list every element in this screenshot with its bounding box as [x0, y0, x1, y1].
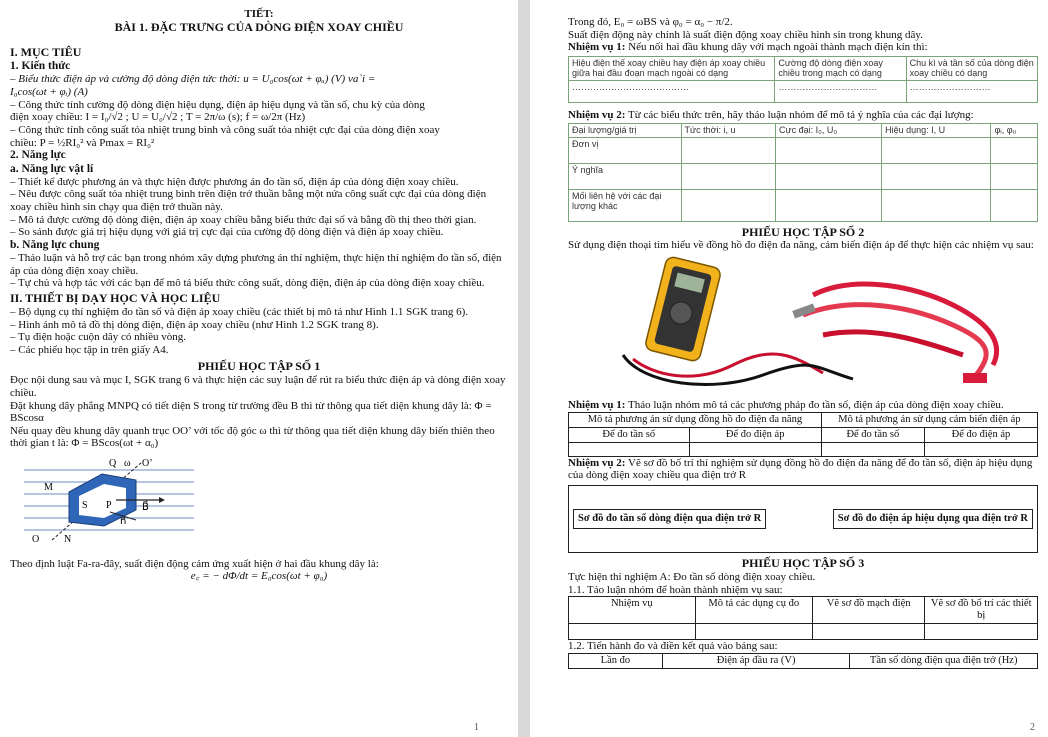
section-general-competency: b. Năng lực chung [10, 238, 100, 251]
table-header: Chu kì và tần số của dòng điện xoay chiều có dạng [906, 56, 1037, 80]
task-2-table [568, 123, 1038, 221]
document-page-1 [0, 0, 518, 737]
faraday-law-text: Theo định luật Fa-ra-đây, suất điện động cảm ứng xuất hiện ở hai đầu khung dây là: [10, 557, 379, 570]
worksheet-1-text: Đặt khung dây phẳng MNPQ có tiết diện S trong từ trường đều B thì từ thông qua tiết diện khung dây là: Φ = BScosα [10, 399, 492, 425]
section-knowledge: 1. Kiến thức [10, 60, 71, 73]
worksheet-1-intro: Đọc nội dung sau và mục I, SGK trang 6 và thực hiện các suy luận để rút ra biểu thức điện áp và dòng điện xoay chiều. [10, 374, 506, 399]
table-header: Để đo điện áp [689, 427, 821, 442]
table-cell[interactable] [882, 163, 991, 189]
page-gutter [518, 0, 530, 737]
lesson-title: BÀI 1. ĐẶC TRƯNG CỦA DÒNG ĐIỆN XOAY CHIỀU [114, 19, 404, 34]
worksheet-1-text: Nếu quay đều khung dây quanh trục OO’ với tốc độ góc ω thì từ thông qua tiết diện khung dây biến thiên theo thời gian t là: Φ = BScos(ωt + α₀) [10, 424, 495, 450]
label-B: B⃗ [142, 502, 149, 514]
worksheet-1-title: PHIẾU HỌC TẬP SỐ 1 [197, 359, 321, 374]
label-O-prime: O’ [142, 458, 153, 470]
competency-item: – Thảo luận và hỗ trợ các bạn trong nhóm xây dựng phương án thí nghiệm, thực hiện thí nghiệm đo tần số, điện áp của dòng điện xoay chiều. [10, 252, 502, 277]
knowledge-item: – Biểu thức điện áp và cường độ dòng điện tức thời: u = U₀cos(ωt + φᵤ) (V) va`i = [10, 73, 376, 86]
worksheet-3-title: PHIẾU HỌC TẬP SỐ 3 [741, 556, 865, 571]
ws2-task-1-label: Nhiệm vụ 1: [568, 399, 626, 412]
task-1-label: Nhiệm vụ 1: [568, 41, 626, 54]
table-cell[interactable] [821, 442, 924, 456]
table-cell[interactable] [882, 189, 991, 221]
table-cell[interactable] [925, 624, 1038, 640]
table-cell[interactable]: ……………………… [906, 80, 1037, 102]
table-row-label: Ý nghĩa [569, 163, 682, 189]
label-S: S [82, 500, 88, 512]
table-row-label: Đơn vị [569, 137, 682, 163]
table-cell[interactable] [681, 137, 776, 163]
table-header: Để đo điện áp [924, 427, 1037, 442]
worksheet-3-experiment: Tực hiện thí nghiệm A: Đo tần số dòng điện xoay chiều. [568, 570, 816, 583]
table-header: Vẽ sơ đồ mạch điện [812, 597, 925, 624]
competency-item: – Nêu được công suất tỏa nhiệt trung bình trên điện trở thuần bằng một nửa công suất cực đại của dòng điện xoay chiều hình sin chạy qua điện trở thuần này. [10, 188, 487, 214]
section-objectives: I. MỤC TIÊU [10, 45, 82, 60]
task-2-text: Từ các biểu thức trên, hãy thảo luận nhóm để mô tả ý nghĩa của các đại lượng: [625, 108, 974, 121]
table-header: φᵢ, φᵤ [991, 124, 1038, 137]
equipment-item: – Bộ dụng cụ thí nghiệm đo tần số và điện áp xoay chiều (các thiết bị mô tả như Hình 1.1 SGK trang 6). [10, 305, 469, 318]
table-header: Hiệu điện thế xoay chiều hay điện áp xoay chiều giữa hai đầu đoạn mạch ngoài có dạng [569, 56, 775, 80]
diagram-boxes-container [568, 485, 1038, 553]
table-header: Để đo tần số [821, 427, 924, 442]
table-cell[interactable] [991, 163, 1038, 189]
task-2-label: Nhiệm vụ 2: [568, 108, 626, 121]
page-number: 2 [1030, 721, 1035, 733]
label-N: N [64, 534, 72, 546]
page-number: 1 [474, 721, 479, 733]
emf-definitions: Trong đó, E₀ = ωBS và φ₀ = α₀ − π/2. [568, 16, 733, 28]
label-omega: ω [124, 458, 131, 470]
worksheet-2-title: PHIẾU HỌC TẬP SỐ 2 [741, 224, 865, 239]
equipment-item: – Hình ảnh mô tả đồ thị dòng điện, điện áp xoay chiều (như Hình 1.2 SGK trang 8). [10, 318, 379, 331]
rotating-coil-diagram [24, 452, 194, 548]
ws2-task-1-text: Thảo luận nhóm mô tả các phương pháp đo tần số, điện áp của dòng điện xoay chiều. [625, 399, 1004, 412]
table-cell[interactable] [924, 442, 1037, 456]
label-O: O [32, 534, 40, 546]
table-cell[interactable] [991, 137, 1038, 163]
table-cell[interactable] [776, 189, 882, 221]
ws3-task-table [568, 596, 1038, 640]
ws3-results-table [568, 653, 1038, 669]
knowledge-item: điện xoay chiều: I = I₀/√2 ; U = U₀/√2 ; T = 2π/ω (s); f = ω/2π (Hz) [10, 111, 306, 124]
worksheet-3-step: 1.2. Tiến hành đo và điền kết quả vào bảng sau: [568, 640, 778, 653]
equipment-item: – Tụ điện hoặc cuộn dây có nhiều vòng. [10, 331, 187, 344]
task-1-table [568, 56, 1038, 103]
table-header: Mô tả phương án sử dụng đồng hồ đo điện đa năng [569, 412, 822, 427]
ws2-task-2-text: Vẽ sơ đồ bố trí thí nghiệm sử dụng đồng hồ đo điện đa năng để đo tần số, điện áp hiệu dụng của dòng điện xoay chiều qua điện trở R [568, 456, 1033, 482]
multimeter-photo [593, 255, 1013, 395]
emf-description: Suất điện động này chính là suất điện động xoay chiều hình sin trong khung dây. [568, 28, 923, 41]
table-header: Mô tả các dụng cụ đo [695, 597, 812, 624]
competency-item: – So sánh được giá trị hiệu dụng với giá trị cực đại của cường độ dòng điện và điện áp xoay chiều. [10, 226, 444, 239]
table-row-label: Mối liên hệ với các đại lượng khác [569, 189, 682, 221]
table-cell[interactable] [569, 442, 690, 456]
knowledge-item: – Công thức tính cường độ dòng điện hiệu dụng, điện áp hiệu dụng và tần số, chu kỳ của dòng [10, 98, 425, 111]
table-header: Đại lượng/giá trị [569, 124, 682, 137]
section-physics-competency: a. Năng lực vật lí [10, 162, 94, 175]
table-header: Tức thời: i, u [681, 124, 776, 137]
knowledge-item: I₀cos(ωt + φᵢ) (A) [10, 86, 88, 99]
table-cell[interactable] [681, 163, 776, 189]
knowledge-item: – Công thức tính công suất tỏa nhiệt trung bình và công suất tỏa nhiệt cực đại của dòng điện xoay [10, 124, 440, 137]
table-header: Để đo tần số [569, 427, 690, 442]
label-P: P [106, 500, 112, 512]
section-competency: 2. Năng lực [10, 149, 66, 162]
table-cell[interactable] [569, 624, 696, 640]
table-cell[interactable] [812, 624, 925, 640]
worksheet-2-intro: Sử dụng điện thoại tìm hiểu về đồng hồ đo điện đa năng, cảm biến điện áp để thực hiện các nhiệm vụ sau: [568, 239, 1034, 252]
competency-item: – Thiết kế được phương án và thực hiện được phương án đo tần số, điện áp của dòng điện xoay chiều. [10, 175, 459, 188]
table-cell[interactable] [681, 189, 776, 221]
competency-item: – Tự chủ và hợp tác với các bạn để mô tả biểu thức công suất, dòng điện, điện áp của dòng điện xoay chiều. [10, 277, 485, 290]
label-Q: Q [109, 458, 117, 470]
table-header: Hiệu dụng: I, U [882, 124, 991, 137]
frequency-diagram-box[interactable]: Sơ đồ đo tần số dòng điện qua điện trở R [573, 509, 766, 529]
section-equipment: II. THIẾT BỊ DẠY HỌC VÀ HỌC LIỆU [10, 291, 221, 306]
table-cell[interactable]: …………………………… [775, 80, 906, 102]
table-cell[interactable] [991, 189, 1038, 221]
competency-item: – Mô tả được cường độ dòng điện, điện áp xoay chiều bằng biểu thức đại số và bằng đồ thị theo thời gian. [10, 213, 477, 226]
table-header: Lần đo [569, 653, 663, 668]
table-cell[interactable] [689, 442, 821, 456]
emf-formula: e꜀ = − dΦ/dt = E₀cos(ωt + φ₀) [190, 570, 328, 583]
label-n: n⃗ [120, 516, 127, 528]
equipment-item: – Các phiếu học tập in trên giấy A4. [10, 343, 169, 356]
worksheet-3-step: 1.1. Tảo luận nhóm để hoàn thành nhiệm vụ sau: [568, 583, 783, 596]
table-cell[interactable] [776, 163, 882, 189]
voltage-diagram-box[interactable]: Sơ đồ đo điện áp hiệu dụng qua điện trở R [833, 509, 1033, 529]
ws2-task-2-label: Nhiệm vụ 2: [568, 456, 626, 469]
table-cell[interactable] [882, 137, 991, 163]
label-M: M [44, 482, 53, 494]
table-header: Điện áp đầu ra (V) [662, 653, 850, 668]
document-page-2 [530, 0, 1048, 737]
table-cell[interactable] [776, 137, 882, 163]
task-1-text: Nếu nối hai đầu khung dây với mạch ngoài thành mạch điện kín thì: [625, 41, 928, 54]
table-header: Vẽ sơ đồ bố trí các thiết bị [925, 597, 1038, 624]
table-cell[interactable] [695, 624, 812, 640]
table-header: Cường độ dòng điện xoay chiều trong mạch có dạng [775, 56, 906, 80]
table-header: Nhiệm vụ [569, 597, 696, 624]
knowledge-item: chiều: P = ½RI₀² và Pmax = RI₀² [10, 136, 155, 149]
table-header: Mô tả phương án sử dụng cảm biến điện áp [821, 412, 1037, 427]
table-cell[interactable]: ………………………………… [569, 80, 775, 102]
ws2-task-1-table [568, 412, 1038, 457]
lesson-period: TIẾT: [244, 8, 274, 20]
table-header: Cực đại: I₀, U₀ [776, 124, 882, 137]
table-header: Tần số dòng điện qua điện trở (Hz) [850, 653, 1038, 668]
